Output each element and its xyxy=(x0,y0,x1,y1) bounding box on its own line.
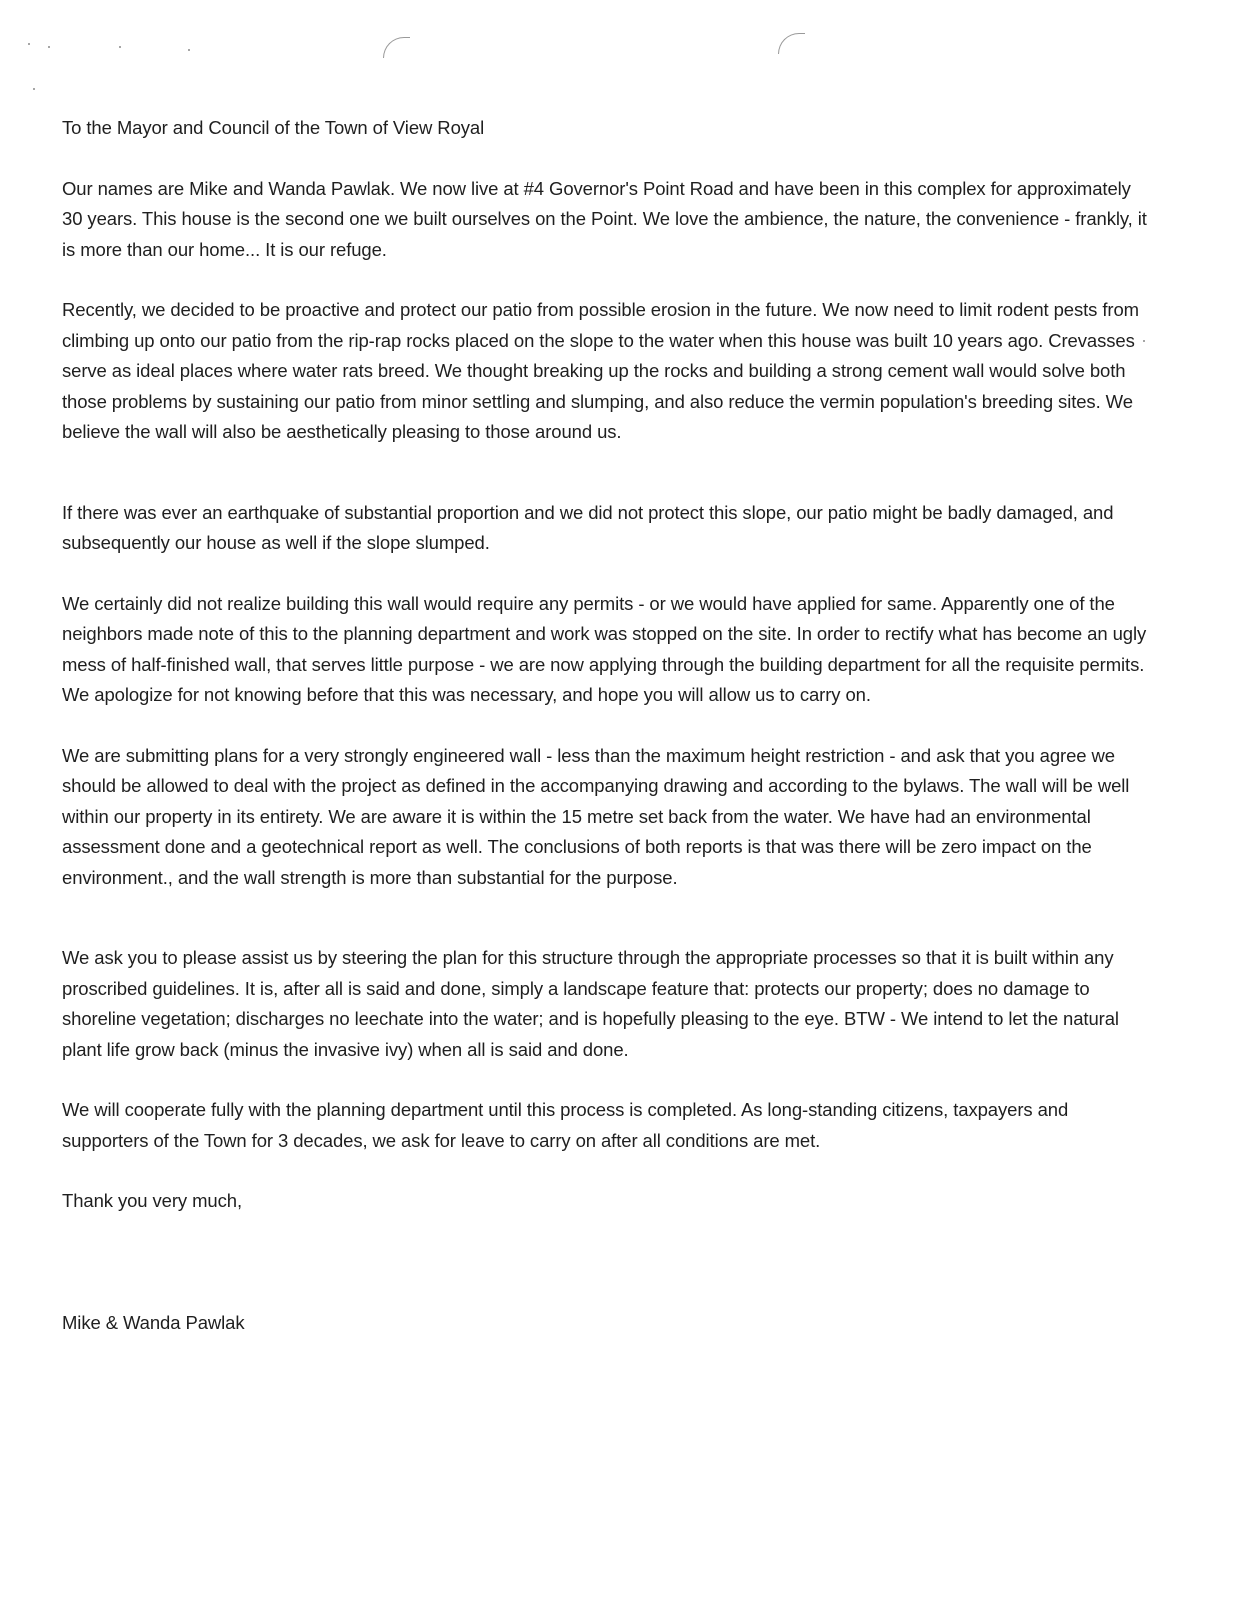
letter-paragraph: Our names are Mike and Wanda Pawlak. We now live at #4 Governor's Point Road and have been in this complex for approximately 30 years. This house is the second one we built ourselves on the Point. We love the ambience, the nature, the convenience - frankly, it is more than our home... It is our refuge. xyxy=(62,177,1147,260)
scan-speck xyxy=(33,88,35,90)
letter-paragraph: We ask you to please assist us by steering the plan for this structure through the appropriate processes so that it is built within any proscribed guidelines. It is, after all is said and done, simply a landscape feature that: protects our property; does no damage to shoreline vegetation; discharges no leechate into the water; and is hopefully pleasing to the eye. BTW - We intend to let the natural plant life grow back (minus the invasive ivy) when all is said and done. xyxy=(62,947,1119,1060)
scan-artifact-mark xyxy=(778,33,805,54)
letter-body xyxy=(62,113,1147,1338)
letter-paragraph: We certainly did not realize building this wall would require any permits - or we would have applied for same. Apparently one of the neighbors made note of this to the planning department and work was stopped on the site. In order to rectify what has become an ugly mess of half-finished wall, that serves little purpose - we are now applying through the building department for all the requisite permits. We apologize for not knowing before that this was necessary, and hope you will allow us to carry on. xyxy=(62,592,1147,705)
scan-speck xyxy=(28,43,30,45)
letter-salutation: To the Mayor and Council of the Town of View Royal xyxy=(62,117,485,138)
scan-speck xyxy=(188,49,190,51)
scan-artifact-mark xyxy=(383,37,410,58)
letter-signature: Mike & Wanda Pawlak xyxy=(62,1311,245,1333)
letter-closing: Thank you very much, xyxy=(62,1190,242,1211)
letter-paragraph: If there was ever an earthquake of substantial proportion and we did not protect this slope, our patio might be badly damaged, and subsequently our house as well if the slope slumped. xyxy=(62,501,1114,553)
letter-paragraph: Recently, we decided to be proactive and protect our patio from possible erosion in the future. We now need to limit rodent pests from climbing up onto our patio from the rip-rap rocks placed on the slope to the water when this house was built 10 years ago. Crevasses serve as ideal places where water rats breed. We thought breaking up the rocks and building a strong cement wall would solve both those problems by sustaining our patio from minor settling and slumping, and also reduce the vermin population's breeding sites. We believe the wall will also be aesthetically pleasing to those around us. xyxy=(62,299,1139,442)
letter-paragraph: We are submitting plans for a very strongly engineered wall - less than the maximum height restriction - and ask that you agree we should be allowed to deal with the project as defined in the accompanying drawing and according to the bylaws. The wall will be well within our property in its entirety. We are aware it is within the 15 metre set back from the water. We have had an environmental assessment done and a geotechnical report as well. The conclusions of both reports is that was there will be zero impact on the environment., and the wall strength is more than substantial for the purpose. xyxy=(62,744,1130,888)
scan-speck xyxy=(48,46,50,48)
letter-paragraph: We will cooperate fully with the planning department until this process is completed. As long-standing citizens, taxpayers and supporters of the Town for 3 decades, we ask for leave to carry on after all conditions are met. xyxy=(62,1099,1069,1151)
scan-speck xyxy=(119,46,121,48)
